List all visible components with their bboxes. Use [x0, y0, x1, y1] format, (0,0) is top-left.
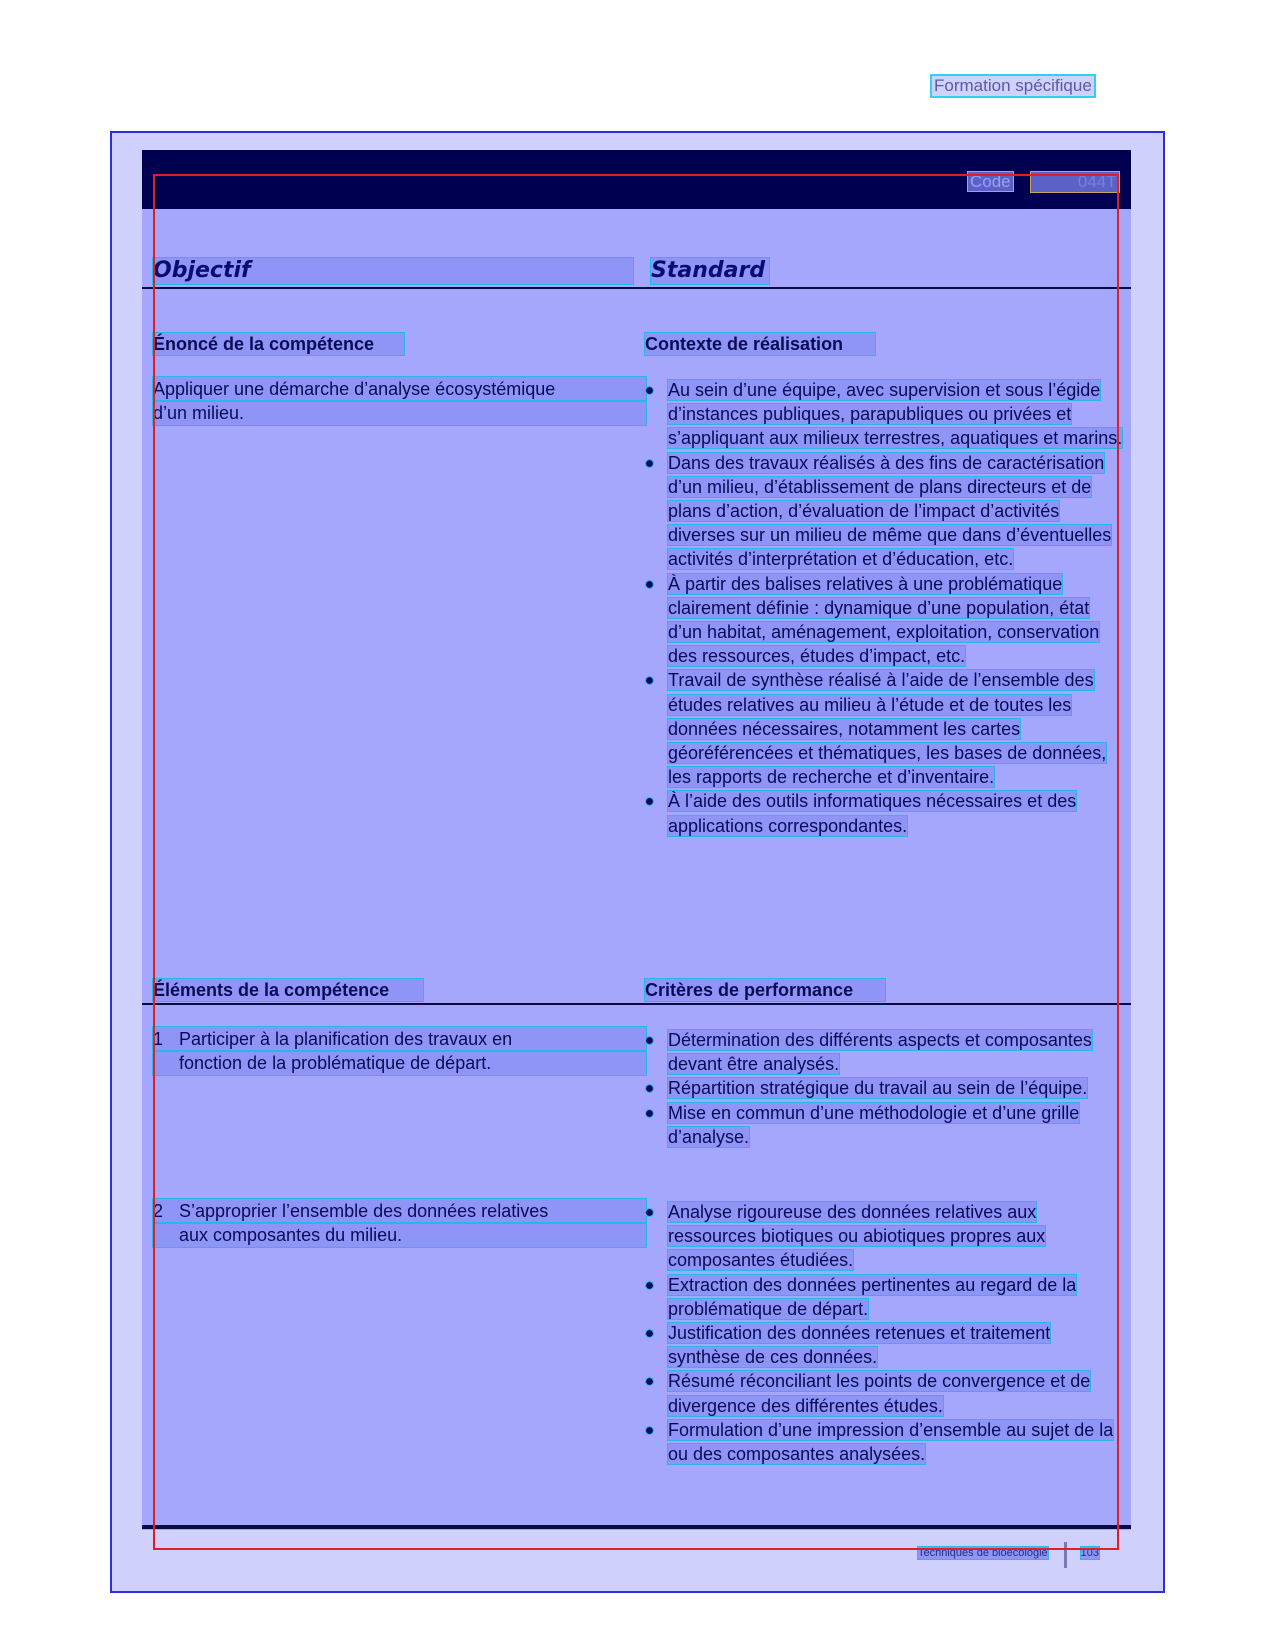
context-item: Dans des travaux réalisés à des fins de caractérisation d’un milieu, d’établissement de plans directeurs et de plans d’action, d’évaluation de l’impact d’activités diverses sur un milieu de même que dans d’éventuelles activités d’interprétation et d’éducation, etc. — [646, 451, 1126, 572]
criteria-item: Extraction des données pertinentes au regard de la problématique de départ. — [646, 1273, 1126, 1321]
footer-program: Techniques de bioécologie — [918, 1546, 1048, 1559]
running-head: Formation spécifique — [934, 76, 1092, 95]
statement-line: Appliquer une démarche d’analyse écosystémique — [153, 377, 646, 401]
element-line: aux composantes du milieu. — [153, 1223, 646, 1247]
page-number: 103 — [1080, 1546, 1100, 1559]
criteria-item: Résumé réconciliant les points de convergence et de divergence des différentes études. — [646, 1369, 1126, 1417]
code-label: Code — [970, 172, 1011, 191]
criteria-title: Critères de performance — [645, 979, 885, 1001]
objective-heading: Objectif — [153, 258, 633, 284]
competence-statement-title: Énoncé de la compétence — [153, 333, 404, 355]
criteria-item: Mise en commun d’une méthodologie et d’une grille d’analyse. — [646, 1101, 1126, 1149]
element-line: fonction de la problématique de départ. — [153, 1051, 646, 1075]
element-number: 1 — [153, 1029, 164, 1049]
element-line: S’approprier l’ensemble des données relatives — [179, 1201, 549, 1221]
elements-title: Éléments de la compétence — [153, 979, 423, 1001]
selection-frame — [153, 174, 1119, 1550]
criteria-item: Détermination des différents aspects et composantes devant être analysés. — [646, 1028, 1126, 1076]
element-line: Participer à la planification des travaux en — [179, 1029, 513, 1049]
context-item: Au sein d’une équipe, avec supervision et sous l’égide d’instances publiques, parapubliques ou privées et s’appliquant aux milieux terrestres, aquatiques et marins. — [646, 378, 1126, 451]
context-item: À l’aide des outils informatiques nécessaires et des applications correspondantes. — [646, 789, 1126, 837]
criteria-item: Formulation d’une impression d’ensemble au sujet de la ou des composantes analysées. — [646, 1418, 1126, 1466]
criteria-item: Analyse rigoureuse des données relatives aux ressources biotiques ou abiotiques propres aux composantes étudiées. — [646, 1200, 1126, 1273]
context-item: Travail de synthèse réalisé à l’aide de l’ensemble des études relatives au milieu à l’étude et de toutes les données nécessaires, notamment les cartes géoréférencées et thématiques, les bases de données, les rapports de recherche et d’inventaire. — [646, 668, 1126, 789]
criteria-item: Répartition stratégique du travail au sein de l’équipe. — [646, 1076, 1126, 1100]
code-value: 044T — [1031, 172, 1119, 192]
standard-heading: Standard — [651, 258, 769, 284]
statement-line: d’un milieu. — [153, 401, 646, 425]
context-item: À partir des balises relatives à une problématique clairement définie : dynamique d’une population, état d’un habitat, aménagement, exploitation, conservation des ressources, études d’impact, etc. — [646, 572, 1126, 669]
criteria-item: Justification des données retenues et traitement synthèse de ces données. — [646, 1321, 1126, 1369]
context-title: Contexte de réalisation — [645, 333, 875, 355]
element-number: 2 — [153, 1201, 164, 1221]
